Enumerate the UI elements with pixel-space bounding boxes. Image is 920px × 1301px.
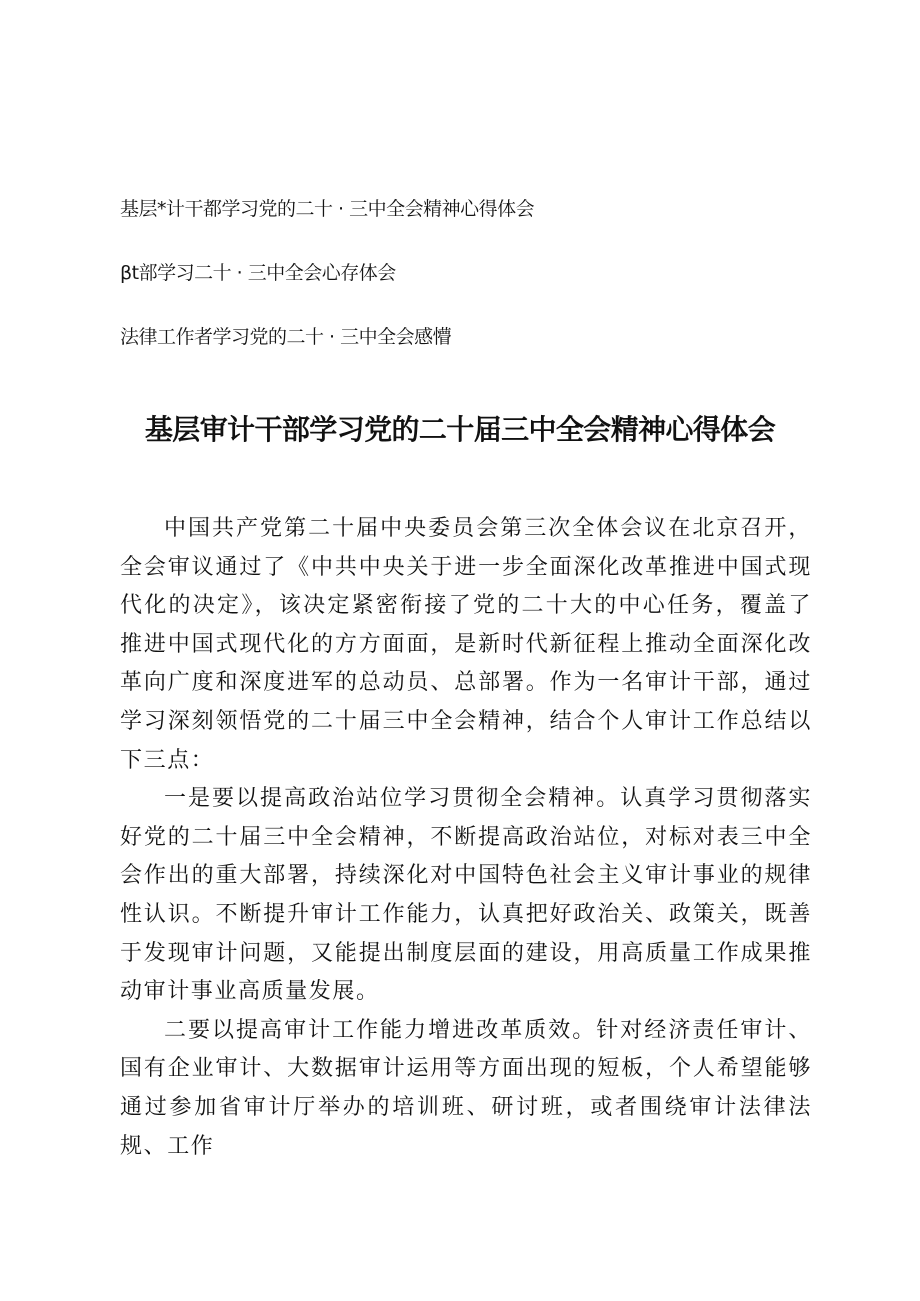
document-body [120, 510, 812, 1166]
body-paragraph: 中国共产党第二十届中央委员会第三次全体会议在北京召开，全会审议通过了《中共中央关于进一步全面深化改革推进中国式现代化的决定》，该决定紧密衔接了党的二十大的中心任务，覆盖了推进中国式现代化的方方面面，是新时代新征程上推动全面深化改革向广度和深度进军的总动员、总部署。作为一名审计干部，通过学习深刻领悟党的二十届三中全会精神，结合个人审计工作总结以下三点： [120, 516, 812, 773]
toc-item: 基层*计干都学习党的二十 · 三中全会精神心得体会 [120, 198, 535, 220]
toc-item: 法律工作者学习党的二十 · 三中全会感懵 [120, 326, 452, 348]
body-paragraph: 二要以提高审计工作能力增进改革质效。针对经济责任审计、国有企业审计、大数据审计运用等方面出现的短板，个人希望能够通过参加省审计厅举办的培训班、研讨班，或者围绕审计法律法规、工作 [120, 1017, 812, 1159]
document-title: 基层审计干部学习党的二十届三中全会精神心得体会 [144, 413, 776, 446]
table-of-contents [120, 196, 820, 350]
toc-item: βt部学习二十 · 三中全会心存体会 [120, 262, 396, 284]
body-paragraph: 一是要以提高政治站位学习贯彻全会精神。认真学习贯彻落实好党的二十届三中全会精神，不断提高政治站位，对标对表三中全会作出的重大部署，持续深化对中国特色社会主义审计事业的规律性认识。不断提升审计工作能力，认真把好政治关、政策关，既善于发现审计问题，又能提出制度层面的建设，用高质量工作成果推动审计事业高质量发展。 [120, 786, 812, 1005]
